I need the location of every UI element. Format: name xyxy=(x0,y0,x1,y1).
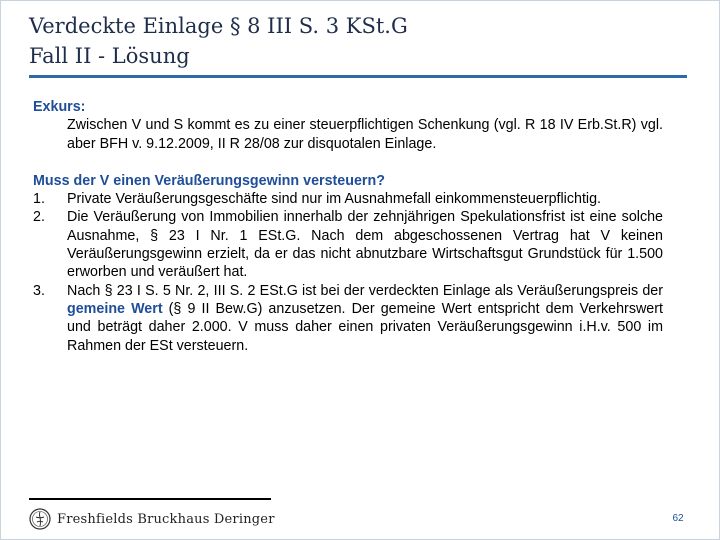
slide-title xyxy=(29,11,408,71)
list-item-text: Private Veräußerungsgeschäfte sind nur im Ausnahmefall einkommensteuerpflichtig. xyxy=(67,191,602,208)
highlight-gemeiner-wert: gemeine Wert xyxy=(67,300,163,317)
title-line-2: Fall II - Lösung xyxy=(29,44,190,68)
list-item-number: 3. xyxy=(33,282,45,299)
footer-logo xyxy=(29,508,275,530)
list-item-number: 1. xyxy=(33,191,45,208)
page-number: 62 xyxy=(672,513,684,524)
footer-divider xyxy=(29,498,271,500)
slide-body xyxy=(33,98,663,355)
title-divider xyxy=(29,75,687,78)
item-text-after: (§ 9 II Bew.G) anzusetzen. Der gemeine Wert entspricht dem Verkehrswert und beträgt daher 2.000. V muss daher einen privaten Veräußerungsgewinn i.H.v. 500 im Rahmen der ESt versteuern. xyxy=(67,300,663,354)
list-item-2 xyxy=(33,208,663,281)
question-heading: Muss der V einen Veräußerungsgewinn versteuern? xyxy=(33,172,385,189)
logo-text: Freshfields Bruckhaus Deringer xyxy=(57,511,275,527)
freshfields-emblem-icon xyxy=(29,508,51,530)
list-item-3 xyxy=(33,282,663,355)
list-item-number: 2. xyxy=(33,209,45,226)
item-text-before: Nach § 23 I S. 5 Nr. 2, III S. 2 ESt.G ist bei der verdeckten Einlage als Veräußerungspreis der xyxy=(67,282,663,299)
list-item-1 xyxy=(33,190,663,208)
exkurs-heading: Exkurs: xyxy=(33,99,86,115)
list-item-text: Die Veräußerung von Immobilien innerhalb der zehnjährigen Spekulationsfrist ist eine solche Ausnahme, § 23 I Nr. 1 ESt.G. Nach dem abgeschossenen Vertrag hat V keinen Veräußerungsgewinn erzielt, da er das nicht abnutzbare Wirtschaftsgut Grundstück für 1.500 erworben und veräußert hat. xyxy=(67,209,663,281)
list-item-text xyxy=(67,282,663,355)
title-line-1: Verdeckte Einlage § 8 III S. 3 KSt.G xyxy=(29,14,408,38)
exkurs-text: Zwischen V und S kommt es zu einer steuerpflichtigen Schenkung (vgl. R 18 IV Erb.St.R) vgl. aber BFH v. 9.12.2009, II R 28/08 zur disquotalen Einlage. xyxy=(67,117,663,152)
